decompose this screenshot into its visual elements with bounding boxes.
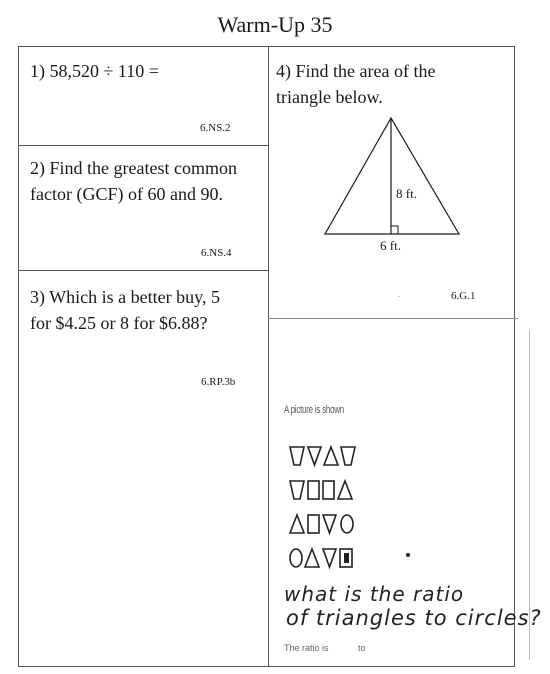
right-angle-mark: [391, 226, 398, 234]
answer-line-text: The ratio is: [284, 643, 329, 653]
question-2-standard: 6.NS.4: [201, 247, 232, 259]
question-4-line-2: triangle below.: [276, 87, 383, 107]
question-4-line-1: 4) Find the area of the: [276, 61, 436, 81]
triangle-outline: [325, 118, 459, 234]
question-4-standard: 6.G.1: [451, 290, 476, 302]
handwritten-question-line-1: what is the ratio: [284, 582, 465, 606]
trapezoid-shape: [341, 447, 355, 465]
question-1-standard: 6.NS.2: [200, 122, 231, 134]
rectangle-fill: [344, 553, 349, 563]
question-2-line-2: factor (GCF) of 60 and 90.: [30, 184, 223, 204]
question-3-line-1: 3) Which is a better buy, 5: [30, 287, 220, 307]
triangle-down-shape: [323, 549, 336, 567]
row-divider-1: [18, 145, 268, 146]
rectangle-shape: [308, 515, 319, 533]
question-3-standard: 6.RP.3b: [201, 376, 236, 388]
trapezoid-shape: [290, 481, 304, 499]
pasted-paper-edge: [268, 318, 518, 319]
question-3-line-2: for $4.25 or 8 for $6.88?: [30, 313, 208, 333]
shape-row-2: [288, 478, 358, 502]
circle-shape: [341, 515, 353, 533]
height-label: 8 ft.: [396, 186, 417, 201]
scan-speck: [406, 553, 410, 557]
circle-shape: [290, 549, 302, 567]
question-2-line-1: 2) Find the greatest common: [30, 158, 237, 178]
triangle-up-shape: [338, 481, 352, 499]
insert-prompt: A picture is shown: [284, 404, 344, 416]
rectangle-shape: [308, 481, 319, 499]
row-divider-2: [18, 270, 268, 271]
triangle-diagram: [318, 112, 468, 262]
shape-row-3: [288, 512, 358, 536]
answer-to-text: to: [358, 643, 366, 653]
triangle-up-shape: [290, 515, 304, 533]
rectangle-shape: [323, 481, 334, 499]
triangle-down-shape: [323, 515, 336, 533]
triangle-down-shape: [308, 447, 321, 465]
trapezoid-shape: [290, 447, 304, 465]
page-title: Warm-Up 35: [217, 12, 333, 37]
base-label: 6 ft.: [380, 238, 401, 253]
column-divider: [268, 46, 269, 667]
question-1-text: 1) 58,520 ÷ 110 =: [30, 61, 159, 81]
handwritten-question-line-2: of triangles to circles?: [286, 606, 542, 630]
triangle-up-shape: [324, 447, 338, 465]
shape-row-4: [288, 546, 358, 570]
shape-row-1: [288, 444, 358, 468]
scan-speck: .: [398, 290, 400, 299]
triangle-up-shape: [305, 549, 319, 567]
